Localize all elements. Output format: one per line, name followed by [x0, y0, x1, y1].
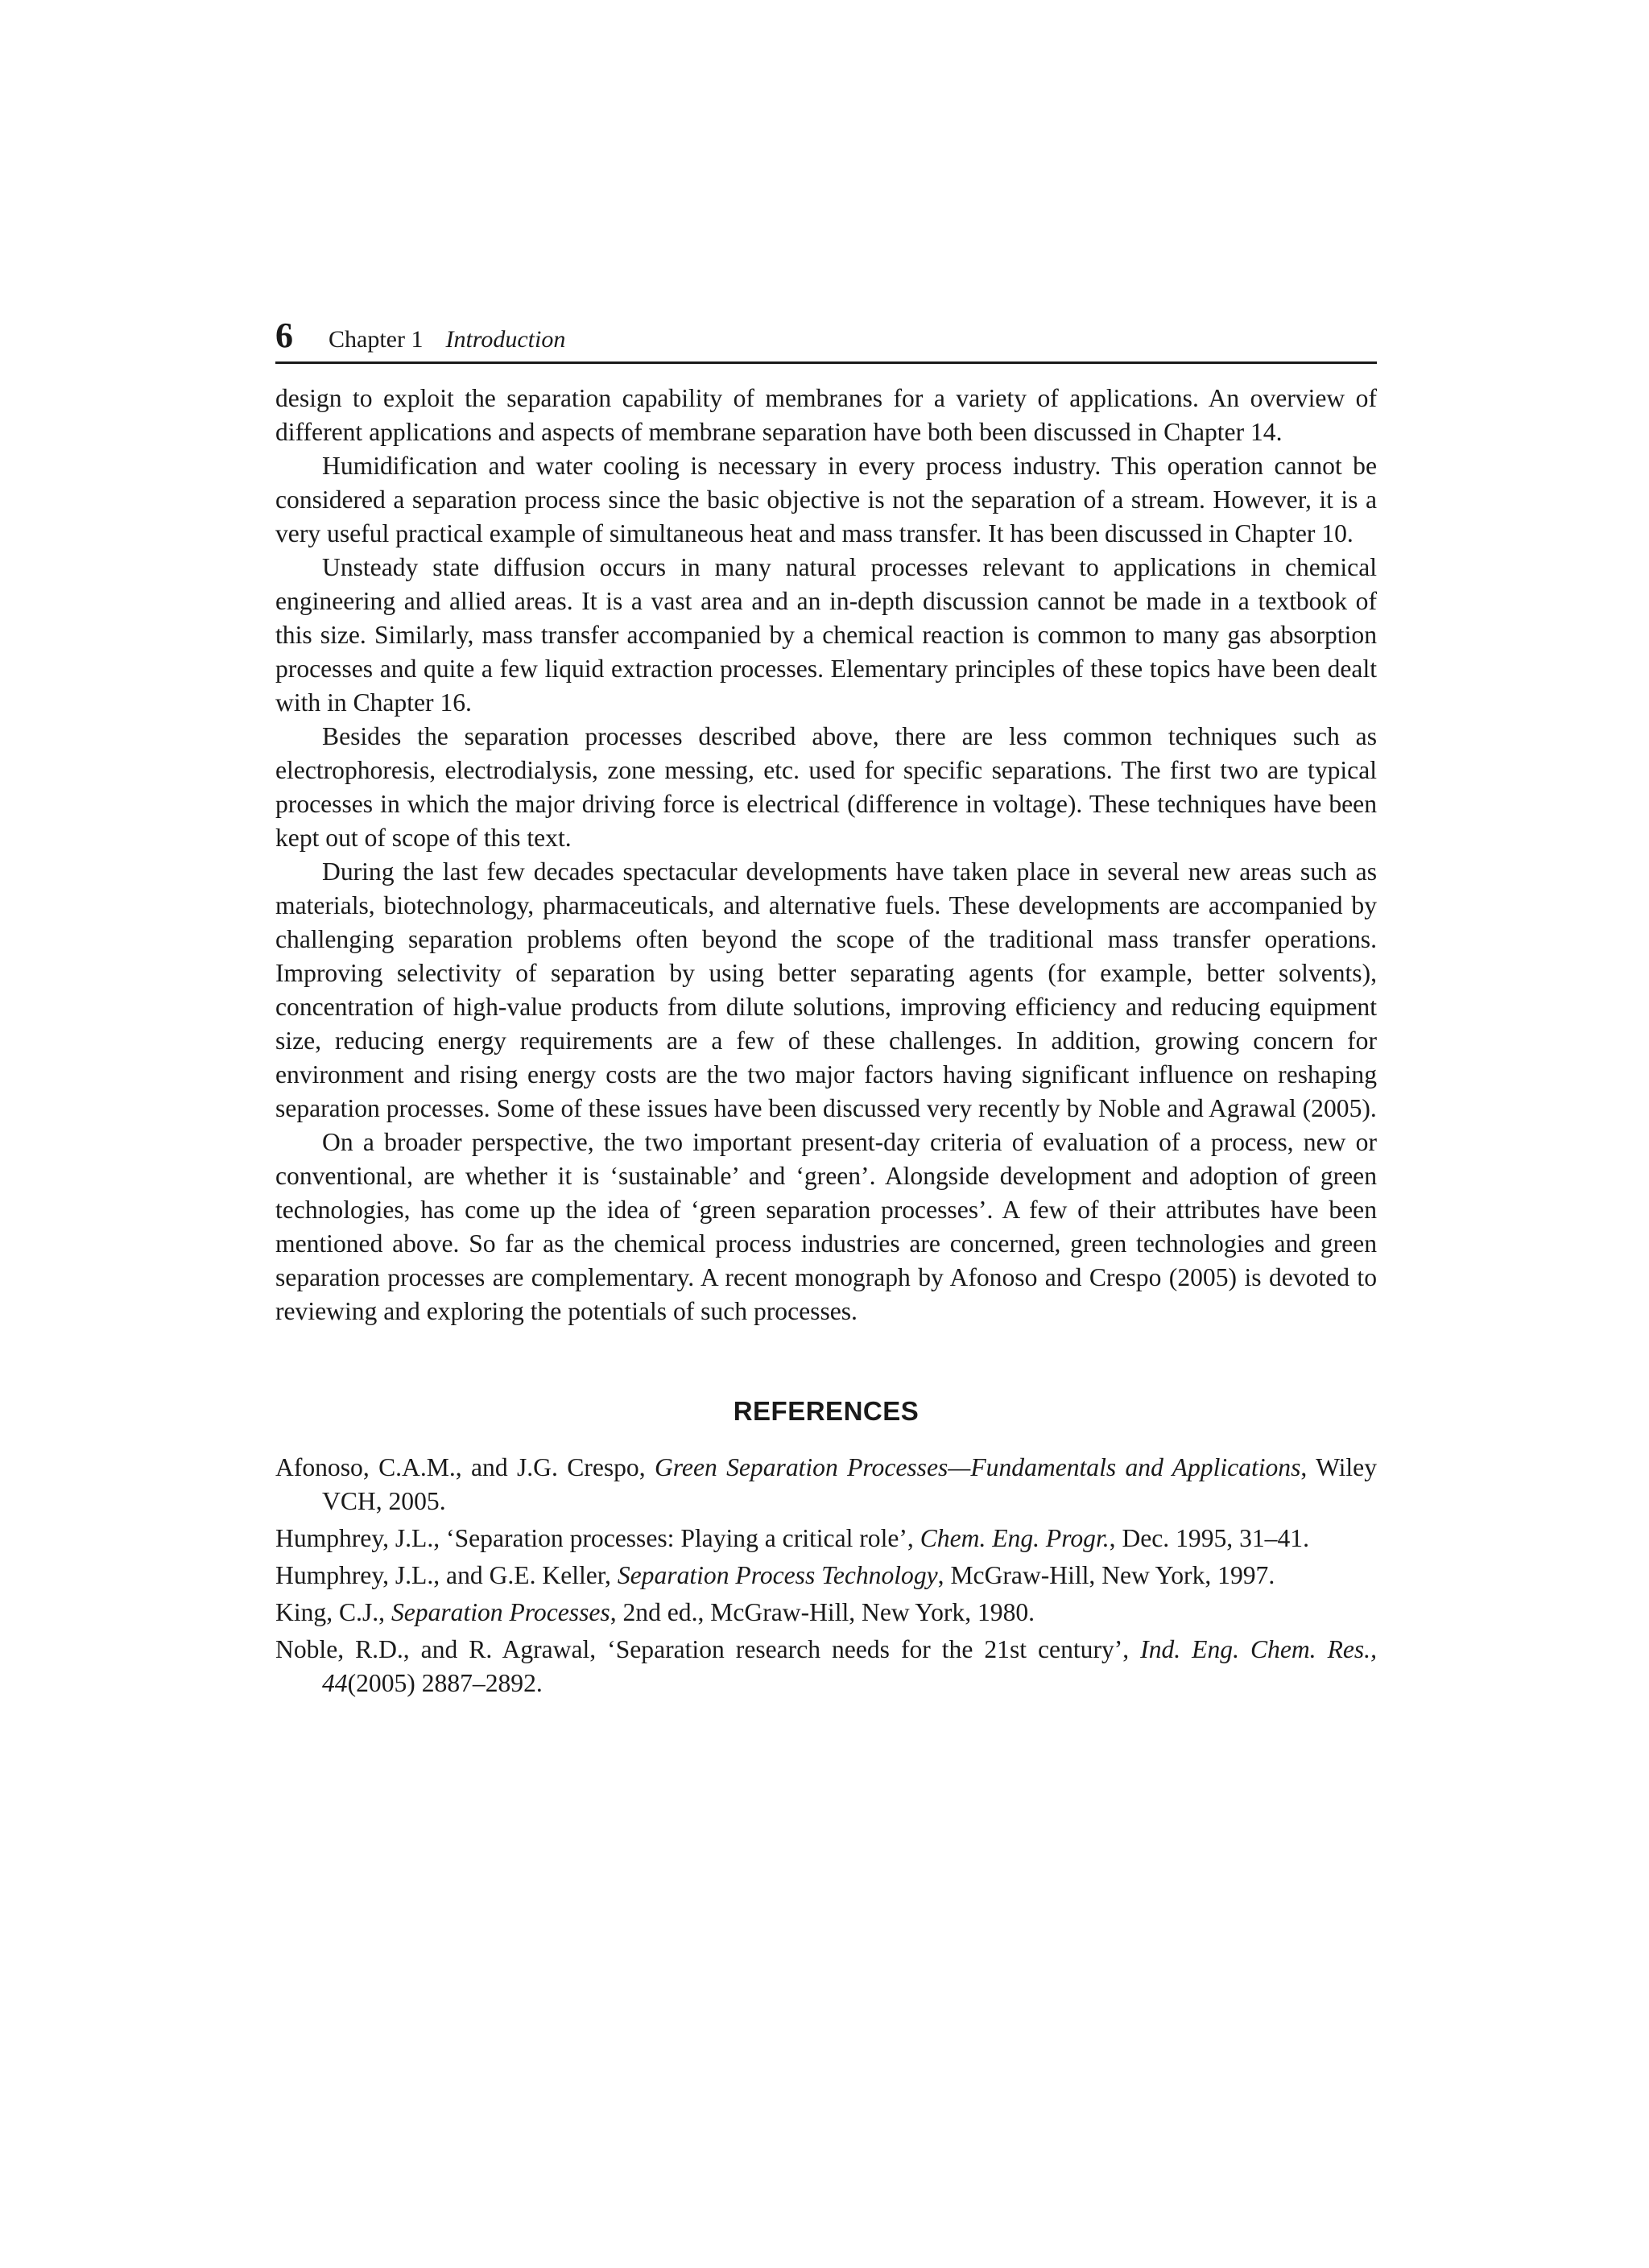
reference-title: Chem. Eng. Progr.	[920, 1524, 1110, 1552]
document-page	[275, 318, 1377, 1704]
reference-authors: Humphrey, J.L., and G.E. Keller,	[275, 1561, 618, 1589]
reference-item	[275, 1559, 1377, 1593]
reference-title: Separation Processes	[391, 1598, 610, 1626]
reference-authors: Humphrey, J.L., ‘Separation processes: Playing a critical role’,	[275, 1524, 920, 1552]
running-head	[275, 318, 1377, 364]
reference-details: , Dec. 1995, 31–41.	[1109, 1524, 1309, 1552]
reference-details: , Wiley VCH, 2005.	[322, 1453, 1377, 1515]
reference-authors: Afonoso, C.A.M., and J.G. Crespo,	[275, 1453, 655, 1481]
reference-item	[275, 1522, 1377, 1555]
paragraph-6: On a broader perspective, the two important present-day criteria of evaluation of a process, new or conventional, are whether it is ‘sustainable’ and ‘green’. Alongside development and adoption of green technologies, has come up the idea of ‘green separation processes’. A few of their attributes have been mentioned above. So far as the chemical process industries are concerned, green technologies and green separation processes are complementary. A recent monograph by Afonoso and Crespo (2005) is devoted to reviewing and exploring the potentials of such processes.	[275, 1128, 1377, 1325]
paragraph-1: design to exploit the separation capability of membranes for a variety of applications. An overview of different applications and aspects of membrane separation have both been discussed in Chapter 14.	[275, 384, 1377, 446]
reference-title: Green Separation Processes—Fundamentals and Applications	[654, 1453, 1301, 1481]
chapter-title: Introduction	[445, 326, 566, 353]
reference-title: Separation Process Technology	[617, 1561, 938, 1589]
paragraph-5: During the last few decades spectacular developments have taken place in several new areas such as materials, biotechnology, pharmaceuticals, and alternative fuels. These developments are accompanied by challenging separation problems often beyond the scope of the traditional mass transfer operations. Improving selectivity of separation by using better separating agents (for example, better solvents), concentration of high-value products from dilute solutions, improving efficiency and reducing equipment size, reducing energy requirements are a few of these challenges. In addition, growing concern for environment and rising energy costs are the two major factors having significant influence on reshaping separation processes. Some of these issues have been discussed very recently by Noble and Agrawal (2005).	[275, 857, 1377, 1122]
reference-volume: 44	[322, 1669, 348, 1697]
references-list	[275, 1451, 1377, 1700]
reference-authors: Noble, R.D., and R. Agrawal, ‘Separation research needs for the 21st century’,	[275, 1635, 1141, 1663]
page-number: 6	[275, 316, 293, 355]
paragraph-4: Besides the separation processes described above, there are less common techniques such as electrophoresis, electrodialysis, zone messing, etc. used for specific separations. The first two are typical processes in which the major driving force is electrical (difference in voltage). These techniques have been kept out of scope of this text.	[275, 722, 1377, 852]
chapter-label: Chapter 1	[329, 326, 424, 353]
reference-item	[275, 1451, 1377, 1518]
body-text	[275, 382, 1377, 1328]
reference-item	[275, 1633, 1377, 1700]
paragraph-2: Humidification and water cooling is necessary in every process industry. This operation cannot be considered a separation process since the basic objective is not the separation of a stream. However, it is a very useful practical example of simultaneous heat and mass transfer. It has been discussed in Chapter 10.	[275, 452, 1377, 547]
reference-pages: (2005) 2887–2892.	[347, 1669, 543, 1697]
reference-item	[275, 1596, 1377, 1630]
paragraph-3: Unsteady state diffusion occurs in many natural processes relevant to applications in chemical engineering and allied areas. It is a vast area and an in-depth discussion cannot be made in a textbook of this size. Similarly, mass transfer accompanied by a chemical reaction is common to many gas absorption processes and quite a few liquid extraction processes. Elementary principles of these topics have been dealt with in Chapter 16.	[275, 553, 1377, 717]
reference-details: , McGraw-Hill, New York, 1997.	[937, 1561, 1275, 1589]
reference-title: Ind. Eng. Chem. Res.,	[1140, 1635, 1377, 1663]
reference-details: , 2nd ed., McGraw-Hill, New York, 1980.	[610, 1598, 1035, 1626]
references-heading: REFERENCES	[733, 1396, 920, 1426]
reference-authors: King, C.J.,	[275, 1598, 391, 1626]
